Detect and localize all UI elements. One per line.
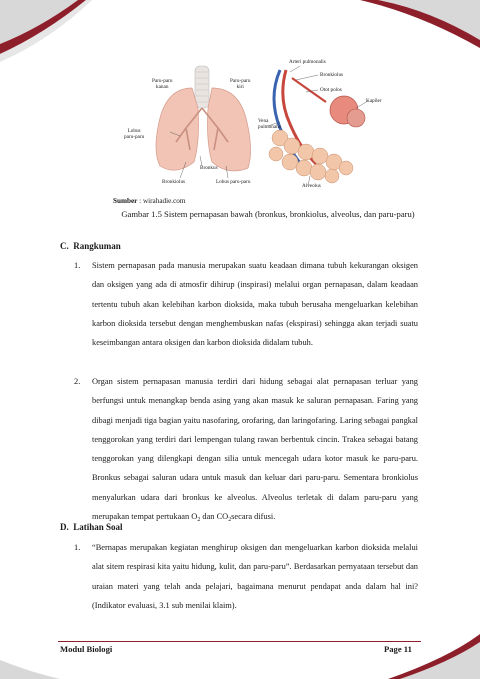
footer-divider <box>58 641 421 642</box>
source-label: Sumber <box>113 197 138 205</box>
footer-page-number: Page 11 <box>384 644 412 654</box>
label-bronkus: Bronkus <box>200 165 218 171</box>
label-alveolus: Alveolus <box>302 183 321 189</box>
label-kapiler: Kapiler <box>366 98 382 104</box>
paragraph-latihan-1: “Bernapas merupakan kegiatan menghirup oksigen dan mengeluarkan karbon dioksida melalui alat sitem respirasi kita yaitu hidung, kulit, dan paru-paru”. Berdasarkan pernyataan tersebut dan uraian materi yang telah anda pelajari, bagaimana menurut pendapat anda dalam hal ini? (Indikator evaluasi, 3.1 sub menilai klaim). <box>92 543 418 610</box>
item-number: 1. <box>74 543 81 552</box>
figure-caption: Gambar 1.5 Sistem pernapasan bawah (bronkus, bronkiolus, alveolus, dan paru-paru) <box>121 209 415 219</box>
item-number: 2. <box>74 377 81 386</box>
co2-formula: $CO_2$ <box>216 512 232 524</box>
source-value: : wirahadie.com <box>137 197 186 205</box>
item-number: 1. <box>74 261 81 270</box>
label-arteri-pulmonalis: Arteri pulmonalis <box>289 59 326 65</box>
o2-formula: $O_2$ <box>191 512 201 524</box>
label-paru-kanan: Paru-paru kanan <box>152 78 173 90</box>
paragraph-rangkuman-1: Sistem pernapasan pada manusia merupakan suatu keadaan dimana tubuh kekurangan oksigen dan oksigen yang ada di atmosfir dihirup (inspirasi) melalui organ pernapasan, dalam keadaan tertentu tubuh akan kelebihan karbon dioksida, maka tubuh berusaha mengeluarkan kelebihan karbon dioksida tersebut dengan menghembuskan nafas (ekspirasi) sehingga akan terjadi suatu keseimbangan antara oksigen dan karbon dioksida didalam tubuh. <box>92 261 418 348</box>
respiratory-figure <box>124 58 388 198</box>
heading-rangkuman: C. Rangkuman <box>60 241 121 251</box>
label-bronkiolus-right: Bronkiolus <box>320 72 344 78</box>
paragraph-rangkuman-2: Organ sistem pernapasan manusia terdiri dari hidung sebagai alat pernapasan terluar yang berfungsi untuk menangkap benda asing yang akan masuk ke saluran pernapasan. Faring yang dibagi menjadi tiga bagian yaitu nasofaring, orofaring, dan laringofaring. Laring sebagai pangkal tenggorokan yang terdiri dari lempengan tulang rawan berbentuk cincin. Trakea sebagai batang tenggorokan yang dilengkapi dengan silia untuk mencegah udara kotor masuk ke paru-paru. Bronkus sebagai saluran udara untuk masuk dan keluar dari paru-paru. Sementara bronkiolus menyalurkan udara dari bronkus ke alveolus. Alveolus terletak di dalam paru-paru yang merupakan tempat pertukaan $O_2$ dan $CO_2secara$ difusi. <box>92 377 418 524</box>
footer-module-title: Modul Biologi <box>60 644 113 654</box>
label-vena-pulmonalis: Vena pulmonalis <box>258 118 282 130</box>
label-lobus: Lobus paru-paru <box>124 128 145 140</box>
label-paru-kiri: Paru-paru kiri <box>230 78 251 90</box>
heading-latihan-soal: D. Latihan Soal <box>60 522 123 532</box>
label-lobus-bottom: Lobus paru-paru <box>216 179 251 185</box>
label-otot-polos: Otot polos <box>320 87 342 93</box>
label-bronkiolus-bottom: Bronkiolus <box>162 179 186 185</box>
figure-source <box>113 197 185 205</box>
paragraph-text: Organ sistem pernapasan manusia terdiri dari hidung sebagai alat pernapasan terluar yang berfungsi untuk menangkap benda asing yang akan masuk ke saluran pernapasan. Faring yang dibagi menjadi tiga bagian yaitu nasofaring, orofaring, dan laringofaring. Laring sebagai pangkal tenggorokan yang terdiri dari lempengan tulang rawan berbentuk cincin. Trakea sebagai batang tenggorokan yang dilengkapi dengan silia untuk mencegah udara kotor masuk ke paru-paru. Bronkus sebagai saluran udara untuk masuk dan keluar dari paru-paru. Sementara bronkiolus menyalurkan udara dari bronkus ke alveolus. Alveolus terletak di dalam paru-paru yang merupakan tempat pertukaan <box>92 377 418 522</box>
